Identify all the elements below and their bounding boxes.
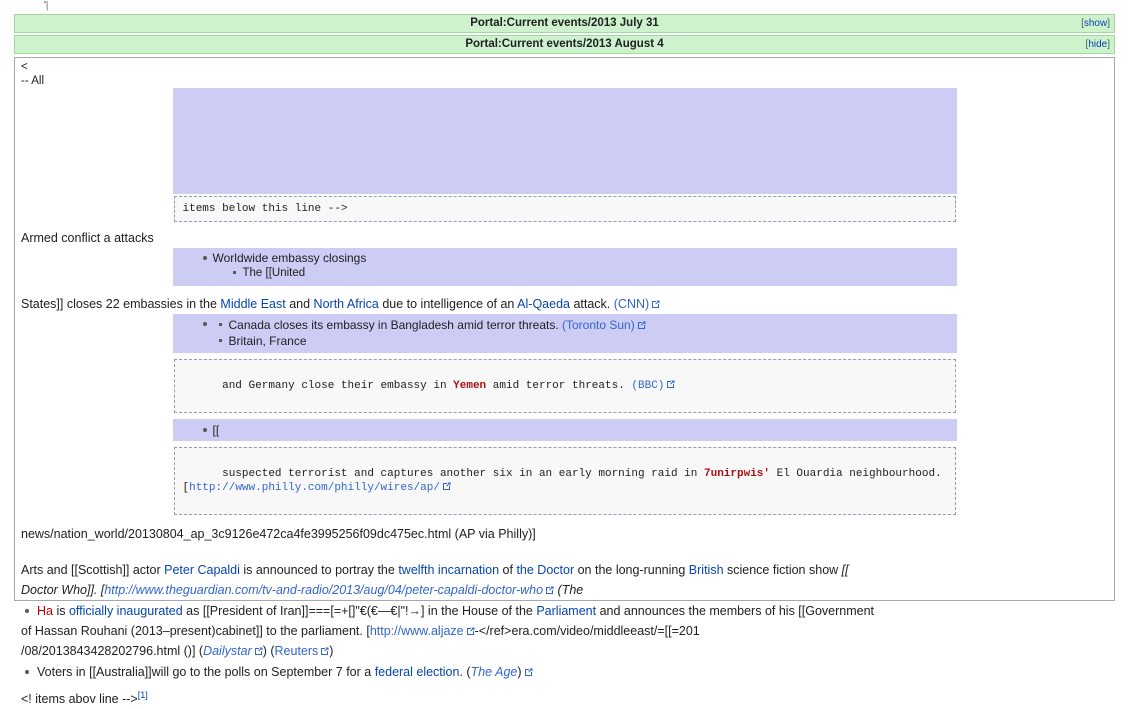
paragraph-australia-election: [15, 661, 1114, 682]
current-events-content: [14, 57, 1115, 707]
capaldi-mid: is announced to portray the: [239, 563, 399, 577]
bracket-open-2: [: [1085, 39, 1089, 50]
portal-bar-august-4[interactable]: [14, 35, 1115, 54]
keyword-neighbourhood: 7unirpwis': [704, 468, 771, 480]
threat-sublist: [213, 317, 949, 349]
comment-items-below: items below this line -->: [174, 196, 956, 222]
lavender-band-3: [173, 314, 957, 353]
guardian-post: (The: [554, 583, 584, 597]
bracket-text: [[: [212, 423, 220, 437]
text-post: attack.: [569, 297, 614, 311]
url-guardian[interactable]: http://www.theguardian.com/tv-and-radio/2013/aug/04/peter-capaldi-doctor-who: [104, 583, 544, 597]
embassy-list: [181, 250, 949, 282]
paragraph-capaldi-line2: [15, 580, 1114, 600]
show-italic-bracket: [[: [841, 563, 849, 577]
australia-pre: Voters in [[Australia]]will go to the polls on September 7 for a: [37, 665, 375, 679]
britain-text: Britain, France: [228, 334, 307, 348]
suspect-pre: suspected terrorist and captures another six in an early morning raid in: [222, 468, 704, 480]
source-link-the-age[interactable]: The Age: [470, 665, 518, 679]
show-link-july-31[interactable]: show: [1083, 18, 1108, 29]
sublist-item-label: The [[United: [242, 267, 306, 279]
keyword-yemen: Yemen: [453, 380, 487, 392]
australia-end: ): [517, 665, 522, 679]
external-link-icon-3: [666, 380, 675, 389]
source-link-cnn[interactable]: (CNN): [613, 297, 650, 311]
link-north-africa[interactable]: North Africa: [313, 297, 379, 311]
link-parliament[interactable]: Parliament: [536, 604, 597, 618]
bracket-close-2: ]: [1107, 39, 1110, 50]
capaldi-mid3: on the long-running: [574, 563, 689, 577]
source-link-dailystar[interactable]: Dailystar: [203, 644, 252, 658]
external-link-icon-7: [254, 644, 263, 653]
doctor-who-pre: Doctor Who]]. [: [21, 583, 105, 597]
link-twelfth-incarnation[interactable]: twelfth incarnation: [398, 563, 500, 577]
rouhani-mid2: and announces the members of his [[Government: [596, 604, 875, 618]
hide-link-august-4[interactable]: hide: [1088, 39, 1108, 50]
comment-germany-yemen: [174, 359, 956, 413]
portal-bar-toggle-july-31[interactable]: [1081, 15, 1110, 32]
canada-text: Canada closes its embassy in Bangladesh amid terror threats.: [228, 318, 562, 332]
top-fragment-text: '|: [44, 0, 49, 11]
lavender-band-4: [173, 419, 957, 441]
reference-superscript[interactable]: [1]: [137, 690, 148, 700]
source-link-reuters[interactable]: Reuters: [274, 644, 319, 658]
paragraph-capaldi: [15, 544, 1114, 580]
lavender-band-2: [173, 248, 957, 286]
link-al-qaeda[interactable]: Al-Qaeda: [517, 297, 570, 311]
external-link-icon-5: [545, 583, 554, 592]
rouhani-mid: as [[President of Iran]]===[=+[]"€(€—€|"!→] in the House of the: [182, 604, 537, 618]
bullet-dot-rouhani: [25, 609, 29, 613]
portal-bar-title-august-4: Portal:Current events/2013 August 4: [465, 38, 664, 50]
bullet-dot-australia: [25, 670, 29, 674]
portal-bar-july-31[interactable]: [14, 14, 1115, 33]
external-link-icon: [651, 297, 660, 306]
portal-bar-title-july-31: Portal:Current events/2013 July 31: [470, 17, 659, 29]
capaldi-mid4: science fiction show: [723, 563, 842, 577]
list-item-open-bracket: [203, 422, 949, 438]
link-the-doctor[interactable]: the Doctor: [516, 563, 575, 577]
source-link-toronto-sun[interactable]: (Toronto Sun): [562, 318, 635, 332]
rouhani-mid0: is: [52, 604, 69, 618]
rouhani-line3: /08/2013843428202796.html ()] (: [21, 644, 204, 658]
paragraph-rouhani: [15, 600, 1114, 621]
section-heading-armed-conflict: Armed conflict a attacks: [21, 231, 154, 245]
bracket-close: ]: [1107, 18, 1110, 29]
germany-pre: and Germany close their embassy in: [222, 380, 454, 392]
list-item-label: Worldwide embassy closings: [212, 251, 367, 265]
link-british[interactable]: British: [688, 563, 724, 577]
bracket-open: [: [1081, 18, 1084, 29]
paragraph-rouhani-line3: [15, 641, 1114, 661]
rouhani-line3-end: ): [329, 644, 334, 658]
external-link-icon-2: [637, 319, 646, 328]
australia-post: . (: [459, 665, 471, 679]
paragraph-news-url: news/nation_world/20130804_ap_3c9126e472ca4fe3995256f09dc475ec.html (AP via Philly)]: [21, 527, 536, 541]
list-item-britain-france: [219, 333, 949, 349]
link-federal-election[interactable]: federal election: [374, 665, 460, 679]
rouhani-line3-mid: ) (: [262, 644, 275, 658]
url-philly[interactable]: http://www.philly.com/philly/wires/ap/: [189, 482, 440, 494]
list-item-the-united: [233, 265, 949, 281]
text-mid-2: due to intelligence of an: [378, 297, 518, 311]
paragraph-states-embassies: [15, 286, 1114, 314]
capaldi-pre: Arts and [[Scottish]] actor: [21, 563, 165, 577]
link-peter-capaldi[interactable]: Peter Capaldi: [164, 563, 240, 577]
germany-mid: amid terror threats.: [486, 380, 632, 392]
external-link-icon-4: [442, 482, 451, 491]
closing-comment-text: <! items abov line -->: [21, 692, 138, 707]
external-link-icon-8: [320, 644, 329, 653]
suspect-mid: El Ouardia neighbourhood. [: [182, 468, 949, 494]
embassy-sublist: [213, 265, 949, 281]
external-link-icon-6: [466, 624, 475, 633]
list-item-canada-embassy: [219, 317, 949, 333]
lt-marker: <: [21, 61, 28, 73]
all-comment: -- All: [21, 75, 44, 87]
external-link-icon-9: [524, 665, 533, 674]
bracket-list: [181, 422, 949, 438]
list-item-worldwide-embassy-closings: [203, 250, 949, 282]
text-mid: and: [285, 297, 314, 311]
keyword-ha: Ha: [37, 604, 53, 618]
paragraph-rouhani-line2: [15, 621, 1114, 641]
link-middle-east[interactable]: Middle East: [220, 297, 286, 311]
url-aljazeera[interactable]: http://www.aljaze: [369, 624, 464, 638]
text-pre: States]] closes 22 embassies in the: [21, 297, 221, 311]
source-link-bbc[interactable]: (BBC): [631, 380, 665, 392]
list-item-nested-group: [203, 316, 949, 350]
link-officially-inaugurated[interactable]: officially inaugurated: [68, 604, 183, 618]
portal-bar-toggle-august-4[interactable]: [1086, 36, 1110, 53]
capaldi-mid2: of: [499, 563, 517, 577]
rouhani-line2-post: -</ref>era.com/video/middleeast/=[[=201: [474, 624, 700, 638]
comment-suspected-terrorist: [174, 447, 956, 515]
lavender-band-1: [173, 88, 957, 194]
rouhani-line2: of Hassan Rouhani (2013–present)cabinet]] to the parliament. [: [21, 624, 370, 638]
threat-list: [181, 316, 949, 350]
closing-comment: [15, 682, 1114, 709]
